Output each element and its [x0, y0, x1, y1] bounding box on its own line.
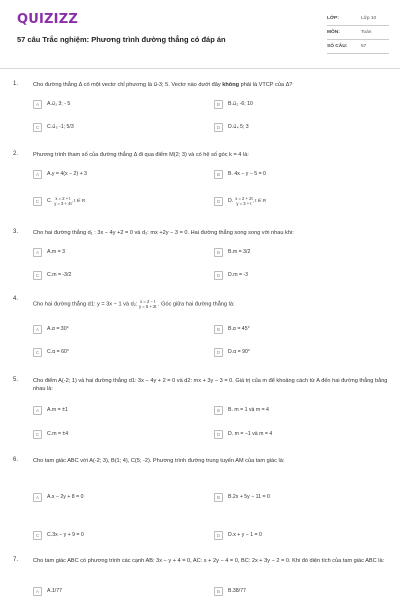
option-a[interactable]: [33, 323, 183, 335]
option-text: C.3x − y + 9 = 0: [47, 532, 84, 538]
meta-row-count: [327, 40, 389, 54]
question-number: 2.: [13, 151, 19, 157]
option-letter-box: A: [33, 587, 42, 596]
option-text: A.u⃗₁ 3; - 5: [47, 101, 71, 107]
option-a[interactable]: [33, 585, 183, 597]
option-d[interactable]: [214, 428, 364, 440]
system-line: x = 2 − t: [140, 299, 156, 304]
option-letter-box: A: [33, 248, 42, 257]
option-text: D.: [228, 198, 234, 204]
option-c[interactable]: [33, 529, 183, 541]
option-a[interactable]: [33, 168, 183, 180]
option-letter-box: A: [33, 493, 42, 502]
question-text-part: Cho đường thẳng Δ có một vectơ chỉ phương là: [33, 82, 154, 88]
option-letter-box: B: [214, 248, 223, 257]
option-text: C.u⃗₃ -1; 5/3: [47, 124, 74, 130]
option-text: D.α = 90°: [228, 349, 250, 355]
meta-row-subject: [327, 26, 389, 40]
option-letter-box: D: [214, 197, 223, 206]
meta-value: Lớp 10: [361, 16, 377, 21]
option-letter-box: C: [33, 348, 42, 357]
option-text: C.: [47, 198, 53, 204]
option-letter-box: C: [33, 531, 42, 540]
quizizz-logo: QUIZIZZ: [17, 12, 78, 27]
meta-label: LỚP:: [327, 16, 339, 21]
option-letter-box: A: [33, 325, 42, 334]
meta-label: MÔN:: [327, 30, 340, 35]
vector-symbol: u⃗: [153, 82, 158, 88]
option-text: A.x − 2y + 8 = 0: [47, 494, 84, 500]
option-letter-box: C: [33, 430, 42, 439]
question-text: [33, 299, 388, 309]
question-text-part: Cho hai đường thẳng d1: y = 3x − 1 và d₂:: [33, 301, 139, 308]
meta-value: 57: [361, 44, 367, 49]
option-letter-box: B: [214, 325, 223, 334]
question-text-part: . Góc giữa hai đường thẳng là:: [158, 301, 235, 308]
option-text: B. 4x − y − 5 = 0: [228, 171, 266, 177]
system-line: y = 3 + 4t: [54, 201, 72, 206]
option-letter-box: B: [214, 406, 223, 415]
option-text: B.2x + 5y − 11 = 0: [228, 494, 270, 500]
option-text: D.u⃗₄ 5; 3: [228, 124, 249, 130]
question-number: 4.: [13, 296, 19, 302]
system-line: x = 2 + t: [55, 196, 71, 201]
option-a[interactable]: [33, 98, 183, 110]
equation-system: [235, 196, 252, 206]
option-b[interactable]: [214, 585, 364, 597]
option-text: D.m = -3: [228, 272, 249, 278]
option-b[interactable]: [214, 404, 364, 416]
option-c[interactable]: [33, 269, 183, 281]
question-text: Cho điểm A(-2; 1) và hai đường thẳng d1: 3x − 4y + 2 = 0 và d2: mx + 3y − 3 = 0. Giá trị của m để khoảng cách từ A đến hai đường thẳng bằng nhau là:: [33, 378, 388, 392]
option-d[interactable]: [214, 346, 364, 358]
option-text: D.x + y − 1 = 0: [228, 532, 262, 538]
question-text: Cho tam giác ABC có phương trình các cạnh AB: 3x − y + 4 = 0, AC: x + 2y − 4 = 0, BC: 2x + 3y − 2 = 0. Khi đó diện tích của tam giác ABC là:: [33, 558, 385, 564]
system-line: y = 5 + 2t: [139, 304, 157, 309]
option-letter-box: A: [33, 406, 42, 415]
option-d[interactable]: [214, 269, 364, 281]
question-number: 3.: [13, 229, 19, 235]
option-text: B.m = 3/2: [228, 249, 251, 255]
option-letter-box: A: [33, 100, 42, 109]
option-text: A.y = 4(x − 2) + 3: [47, 171, 87, 177]
option-letter-box: C: [33, 123, 42, 132]
question-number: 6.: [13, 457, 19, 463]
option-text: B.u⃗₂ -6; 10: [228, 101, 253, 107]
option-c[interactable]: [33, 346, 183, 358]
option-text: A.1/77: [47, 588, 62, 594]
option-text: B.38/77: [228, 588, 246, 594]
option-text: B.α = 45°: [228, 326, 250, 332]
option-letter-box: D: [214, 531, 223, 540]
option-d[interactable]: [214, 195, 364, 207]
page-title: 57 câu Trắc nghiệm: Phương trình đường thẳng có đáp án: [17, 35, 226, 44]
system-line: y = 3 + t: [236, 201, 252, 206]
system-line: x = 2 + 2t: [235, 196, 253, 201]
header: [0, 0, 400, 70]
question-text: Cho tam giác ABC với A(-2; 3), B(1; 4), C(5; -2). Phương trình đường trung tuyến AM của tam giác là:: [33, 458, 285, 464]
question-number: 5.: [13, 377, 19, 383]
question-text-part: -3; 5. Vectơ nào dưới đây: [157, 82, 223, 88]
option-letter-box: C: [33, 197, 42, 206]
option-text: C.m = -3/2: [47, 272, 72, 278]
option-letter-box: D: [214, 430, 223, 439]
option-text: A.m = ±1: [47, 407, 68, 413]
option-letter-box: B: [214, 170, 223, 179]
option-text: A.m = 3: [47, 249, 66, 255]
option-b[interactable]: [214, 246, 364, 258]
meta-value: Toán: [361, 30, 372, 35]
meta-label: SỐ CÂU:: [327, 44, 348, 49]
equation-system: [139, 299, 156, 309]
option-letter-box: D: [214, 123, 223, 132]
question-text-emphasis: không: [222, 82, 240, 88]
header-divider: [0, 68, 400, 69]
option-text: C.m = ±4: [47, 431, 69, 437]
option-text: D. m = −1 và m = 4: [228, 431, 273, 437]
option-d[interactable]: [214, 529, 364, 541]
option-text: A.α = 30°: [47, 326, 69, 332]
option-d[interactable]: [214, 121, 364, 133]
option-c[interactable]: [33, 428, 183, 440]
option-b[interactable]: [214, 98, 364, 110]
meta-table: [327, 12, 389, 54]
option-letter-box: C: [33, 271, 42, 280]
option-text: C.α = 60°: [47, 349, 69, 355]
question-number: 7.: [13, 557, 19, 563]
question-number: 1.: [13, 81, 19, 87]
option-a[interactable]: [33, 404, 183, 416]
option-letter-box: A: [33, 170, 42, 179]
option-letter-box: B: [214, 493, 223, 502]
option-letter-box: D: [214, 271, 223, 280]
option-b[interactable]: [214, 491, 364, 503]
question-text: Cho hai đường thẳng d₁ : 3x − 4y +2 = 0 và d₂: mx +2y − 3 = 0. Hai đường thẳng song song với nhau khi:: [33, 230, 294, 236]
option-a[interactable]: [33, 246, 183, 258]
option-b[interactable]: [214, 168, 364, 180]
option-text: B. m = 1 và m = 4: [228, 407, 269, 413]
question-text: Phương trình tham số của đường thẳng Δ đi qua điểm M(2; 3) và có hệ số góc k = 4 là:: [33, 152, 249, 158]
option-c[interactable]: [33, 195, 183, 207]
option-letter-box: B: [214, 587, 223, 596]
option-letter-box: D: [214, 348, 223, 357]
meta-row-class: [327, 12, 389, 26]
equation-system: [54, 196, 71, 206]
option-letter-box: B: [214, 100, 223, 109]
question-text-part: phải là VTCP của Δ?: [239, 82, 293, 88]
option-c[interactable]: [33, 121, 183, 133]
option-suffix: , t ∈ R: [252, 198, 267, 203]
option-suffix: , t ∈ R: [71, 198, 86, 203]
option-b[interactable]: [214, 323, 364, 335]
question-text: [33, 81, 388, 89]
option-a[interactable]: [33, 491, 183, 503]
